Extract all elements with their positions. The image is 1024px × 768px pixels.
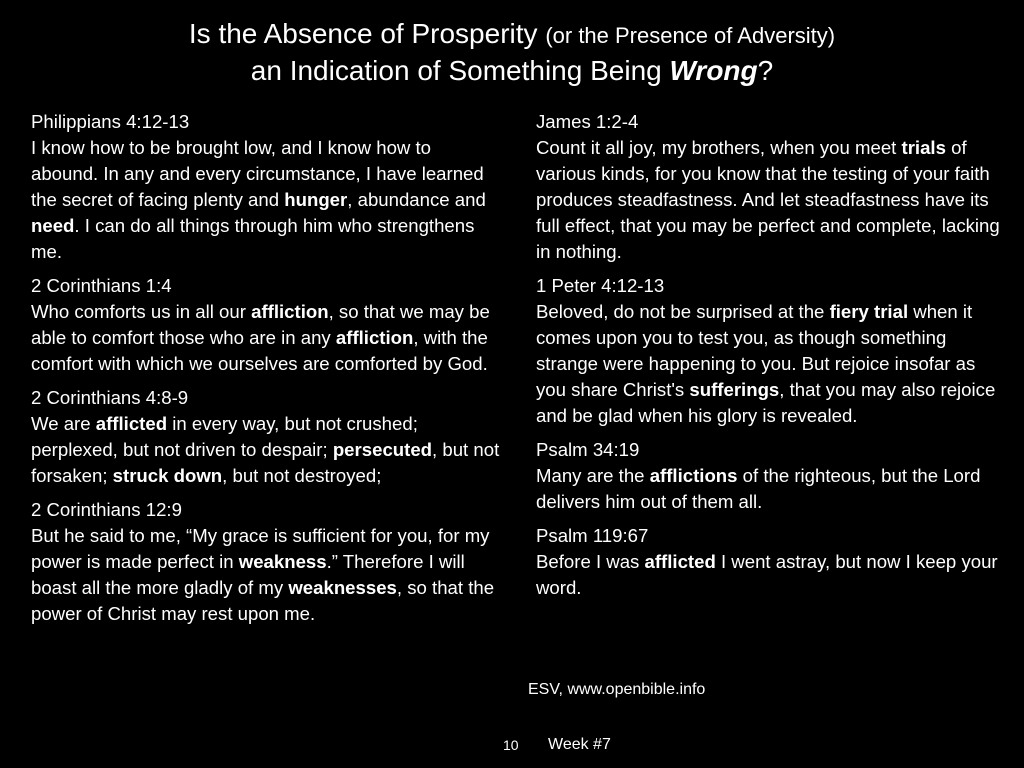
title-main-text: Is the Absence of Prosperity	[188, 18, 538, 49]
scripture-text	[31, 299, 501, 377]
verse-text: when it comes upon you to test you, as though something strange were happening to you. But rejoice insofar as you share Christ's	[536, 301, 976, 400]
title-line2-text: an Indication of Something Being	[250, 55, 662, 86]
verse-text: We are	[31, 413, 96, 434]
scripture-passage	[536, 273, 1006, 429]
scripture-reference: Psalm 119:67	[536, 525, 649, 546]
emphasized-word: trials	[901, 137, 946, 158]
emphasized-word: affliction	[335, 327, 414, 348]
source-citation: ESV, www.openbible.info	[528, 681, 706, 698]
emphasized-word: fiery trial	[829, 301, 909, 322]
scripture-reference: 2 Corinthians 4:8-9	[31, 387, 189, 408]
scripture-reference: Philippians 4:12-13	[31, 111, 190, 132]
emphasized-word: sufferings	[689, 379, 780, 400]
emphasized-word: afflictions	[649, 465, 738, 486]
verse-text: of various kinds, for you know that the testing of your faith produces steadfastness. And let steadfastness have its full effect, that you may be perfect and complete, lacking in nothing.	[536, 137, 1000, 262]
verse-text: , abundance and	[347, 189, 486, 210]
scripture-passage	[536, 523, 1006, 601]
scripture-text	[536, 299, 1006, 429]
title-question-mark: ?	[757, 55, 774, 86]
scripture-text	[536, 135, 1006, 265]
emphasized-word: hunger	[284, 189, 348, 210]
emphasized-word: need	[31, 215, 75, 236]
emphasized-word: weaknesses	[288, 577, 397, 598]
title-line-2	[0, 53, 1024, 88]
emphasized-word: afflicted	[95, 413, 168, 434]
emphasized-word: afflicted	[644, 551, 716, 572]
week-label: Week #7	[548, 736, 611, 753]
verse-text: I know how to be brought low, and I know how to abound. In any and every circumstance, I have learned the secret of facing plenty and	[31, 137, 484, 210]
scripture-reference: Psalm 34:19	[536, 439, 640, 460]
verse-text: Beloved, do not be surprised at the	[536, 301, 830, 322]
scripture-passage	[31, 109, 501, 265]
scripture-text	[31, 523, 501, 627]
left-scripture-column	[31, 109, 501, 635]
verse-text: Before I was	[536, 551, 645, 572]
scripture-passage	[31, 273, 501, 377]
verse-text: , so that we may be able to comfort those who are in any	[31, 301, 490, 348]
scripture-reference: 2 Corinthians 1:4	[31, 275, 172, 296]
scripture-text	[536, 463, 1006, 515]
slide-title	[0, 16, 1024, 88]
emphasized-word: persecuted	[332, 439, 433, 460]
verse-text: , with the comfort with which we ourselves are comforted by God.	[31, 327, 488, 374]
verse-text: , that you may also rejoice and be glad when his glory is revealed.	[536, 379, 996, 426]
verse-text: I went astray, but now I keep your word.	[536, 551, 998, 598]
verse-text: , but not destroyed;	[222, 465, 382, 486]
title-parenthetical: (or the Presence of Adversity)	[545, 23, 836, 48]
scripture-text	[536, 549, 1006, 601]
title-line-1	[0, 16, 1024, 53]
slide-number: 10	[503, 737, 519, 753]
verse-text: Count it all joy, my brothers, when you meet	[536, 137, 902, 158]
verse-text: Who comforts us in all our	[31, 301, 252, 322]
scripture-passage	[31, 497, 501, 627]
verse-text: , so that the power of Christ may rest upon me.	[31, 577, 495, 624]
scripture-passage	[536, 109, 1006, 265]
verse-text: , but not forsaken;	[31, 439, 500, 486]
verse-text: . I can do all things through him who strengthens me.	[31, 215, 475, 262]
emphasized-word: affliction	[251, 301, 329, 322]
scripture-reference: James 1:2-4	[536, 111, 639, 132]
emphasized-word: struck down	[112, 465, 223, 486]
scripture-text	[31, 411, 501, 489]
scripture-text	[31, 135, 501, 265]
verse-text: in every way, but not crushed; perplexed, but not driven to despair;	[31, 413, 418, 460]
verse-text: Many are the	[536, 465, 650, 486]
title-emphasis: Wrong	[669, 55, 758, 86]
verse-text: of the righteous, but the Lord delivers him out of them all.	[536, 465, 981, 512]
scripture-reference: 2 Corinthians 12:9	[31, 499, 182, 520]
verse-text: .” Therefore I will boast all the more gladly of my	[31, 551, 465, 598]
emphasized-word: weakness	[238, 551, 327, 572]
right-scripture-column	[536, 109, 1006, 609]
scripture-reference: 1 Peter 4:12-13	[536, 275, 665, 296]
scripture-passage	[31, 385, 501, 489]
scripture-passage	[536, 437, 1006, 515]
verse-text: But he said to me, “My grace is sufficient for you, for my power is made perfect in	[31, 525, 490, 572]
